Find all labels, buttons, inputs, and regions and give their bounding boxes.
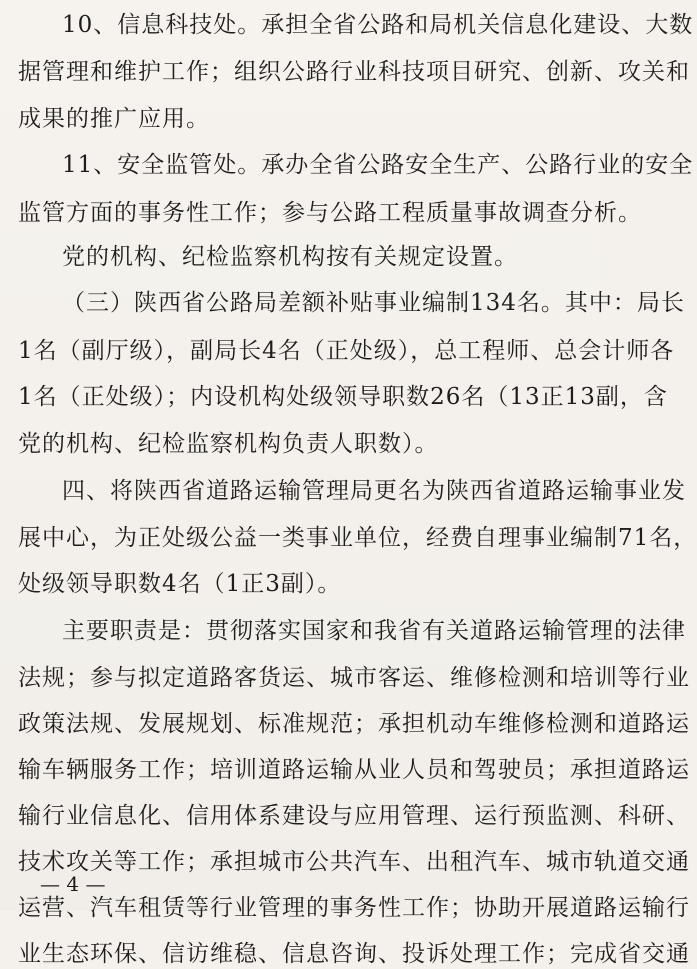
text-line: 监管方面的事务性工作；参与公路工程质量事故调查分析。 — [18, 200, 642, 226]
text-line: 业生态环保、信访维稳、信息咨询、投诉处理工作；完成省交通 — [18, 941, 690, 967]
text-line: 运营、汽车租赁等行业管理的事务性工作；协助开展道路运输行 — [18, 895, 690, 921]
text-line: 据管理和维护工作；组织公路行业科技项目研究、创新、攻关和 — [18, 59, 690, 85]
text-line: 主要职责是：贯彻落实国家和我省有关道路运输管理的法律 — [62, 618, 686, 644]
text-line: 展中心，为正处级公益一类事业单位，经费自理事业编制71名， — [18, 525, 697, 551]
text-line: 四、将陕西省道路运输管理局更名为陕西省道路运输事业发 — [62, 478, 686, 504]
text-line: 1名（正处级）；内设机构处级领导职数26名（13正13副，含 — [18, 384, 668, 410]
text-line: 输行业信息化、信用体系建设与应用管理、运行预监测、科研、 — [18, 803, 690, 829]
text-line: 技术攻关等工作；承担城市公共汽车、出租汽车、城市轨道交通 — [18, 849, 690, 875]
text-line: 1名（副厅级），副局长4名（正处级），总工程师、总会计师各 — [18, 338, 675, 364]
text-line: 政策法规、发展规划、标准规范；承担机动车维修检测和道路运 — [18, 711, 690, 737]
text-line: （三）陕西省公路局差额补贴事业编制134名。其中：局长 — [62, 290, 685, 316]
text-line: 党的机构、纪检监察机构按有关规定设置。 — [62, 244, 518, 270]
page-number: — 4 — — [40, 872, 106, 896]
text-line: 成果的推广应用。 — [18, 106, 210, 132]
text-line: 党的机构、纪检监察机构负责人职数）。 — [18, 431, 439, 457]
text-line: 输车辆服务工作；培训道路运输从业人员和驾驶员；承担道路运 — [18, 757, 690, 783]
text-line: 处级领导职数4名（1正3副）。 — [18, 571, 342, 597]
text-line: 10、信息科技处。承担全省公路和局机关信息化建设、大数 — [62, 12, 694, 38]
text-line: 11、安全监管处。承办全省公路安全生产、公路行业的安全 — [62, 152, 694, 178]
text-line: 法规；参与拟定道路客货运、城市客运、维修检测和培训等行业 — [18, 665, 690, 691]
